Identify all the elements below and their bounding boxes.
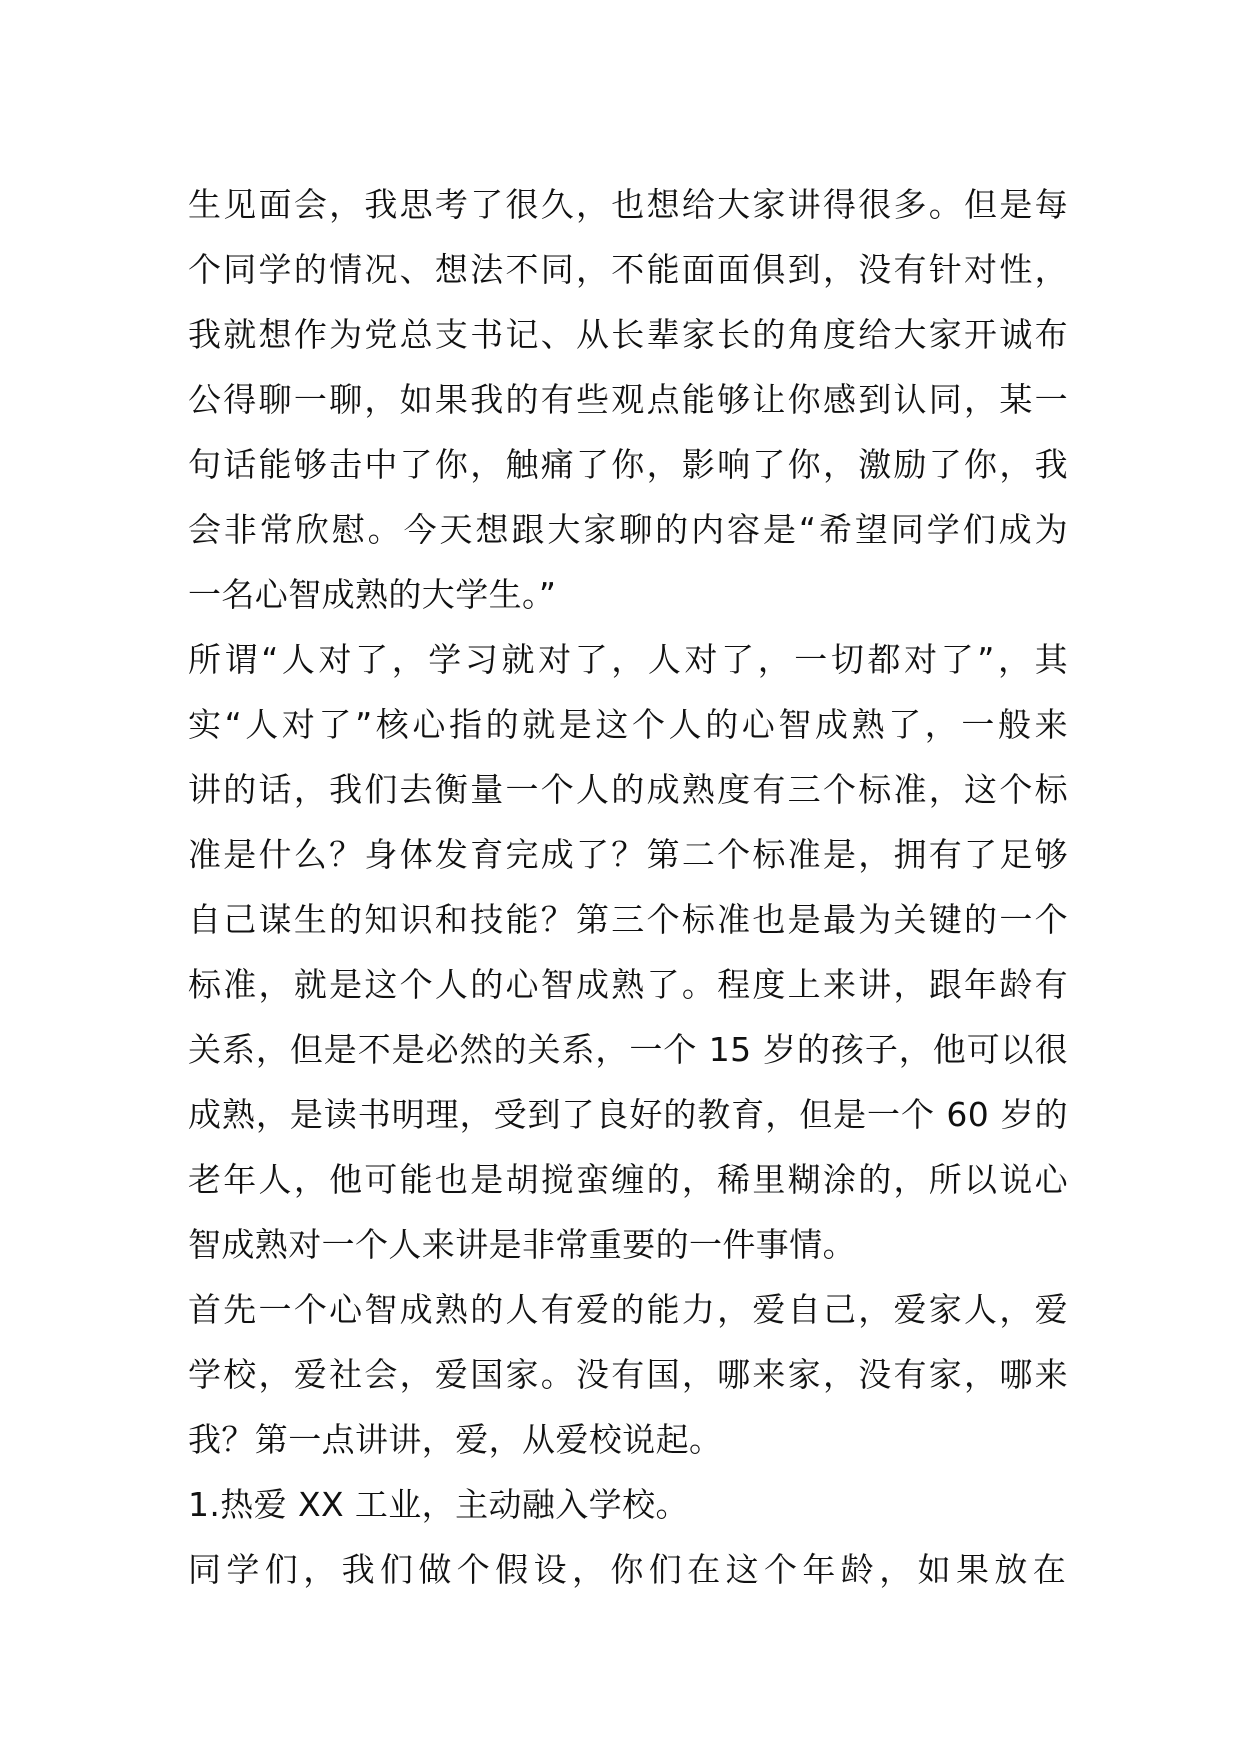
text-line: 关系，但是不是必然的关系，一个 15 岁的孩子，他可以很: [188, 1030, 1068, 1069]
text-line: 公得聊一聊，如果我的有些观点能够让你感到认同，某一: [188, 380, 1068, 419]
heading-line: 1.热爱 XX 工业，主动融入学校。: [188, 1485, 689, 1524]
text-line: 句话能够击中了你，触痛了你，影响了你，激励了你，我: [188, 445, 1068, 484]
text-line: 讲的话，我们去衡量一个人的成熟度有三个标准，这个标: [188, 770, 1068, 809]
text-line: 一名心智成熟的大学生。”: [188, 575, 557, 614]
text-line: 学校，爱社会，爱国家。没有国，哪来家，没有家，哪来: [188, 1355, 1068, 1394]
text-line: 实“人对了”核心指的就是这个人的心智成熟了，一般来: [188, 705, 1068, 744]
text-line: 首先一个心智成熟的人有爱的能力，爱自己，爱家人，爱: [188, 1290, 1068, 1329]
text-line: 生见面会，我思考了很久，也想给大家讲得很多。但是每: [188, 185, 1068, 224]
text-line: 我就想作为党总支书记、从长辈家长的角度给大家开诚布: [188, 315, 1068, 354]
text-line: 我？第一点讲讲，爱，从爱校说起。: [188, 1420, 723, 1459]
text-line: 会非常欣慰。今天想跟大家聊的内容是“希望同学们成为: [188, 510, 1068, 549]
text-line: 准是什么？身体发育完成了？第二个标准是，拥有了足够: [188, 835, 1068, 874]
text-line: 个同学的情况、想法不同，不能面面俱到，没有针对性，: [188, 250, 1068, 289]
body-text: [188, 172, 1068, 1602]
text-line: 同学们，我们做个假设，你们在这个年龄，如果放在: [188, 1550, 1068, 1589]
text-line: 老年人，他可能也是胡搅蛮缠的，稀里糊涂的，所以说心: [188, 1160, 1068, 1199]
text-line: 智成熟对一个人来讲是非常重要的一件事情。: [188, 1225, 856, 1264]
text-line: 成熟，是读书明理，受到了良好的教育，但是一个 60 岁的: [188, 1095, 1068, 1134]
text-line: 自己谋生的知识和技能？第三个标准也是最为关键的一个: [188, 900, 1068, 939]
text-line: 所谓“人对了，学习就对了，人对了，一切都对了”，其: [188, 640, 1068, 679]
text-line: 标准，就是这个人的心智成熟了。程度上来讲，跟年龄有: [188, 965, 1068, 1004]
